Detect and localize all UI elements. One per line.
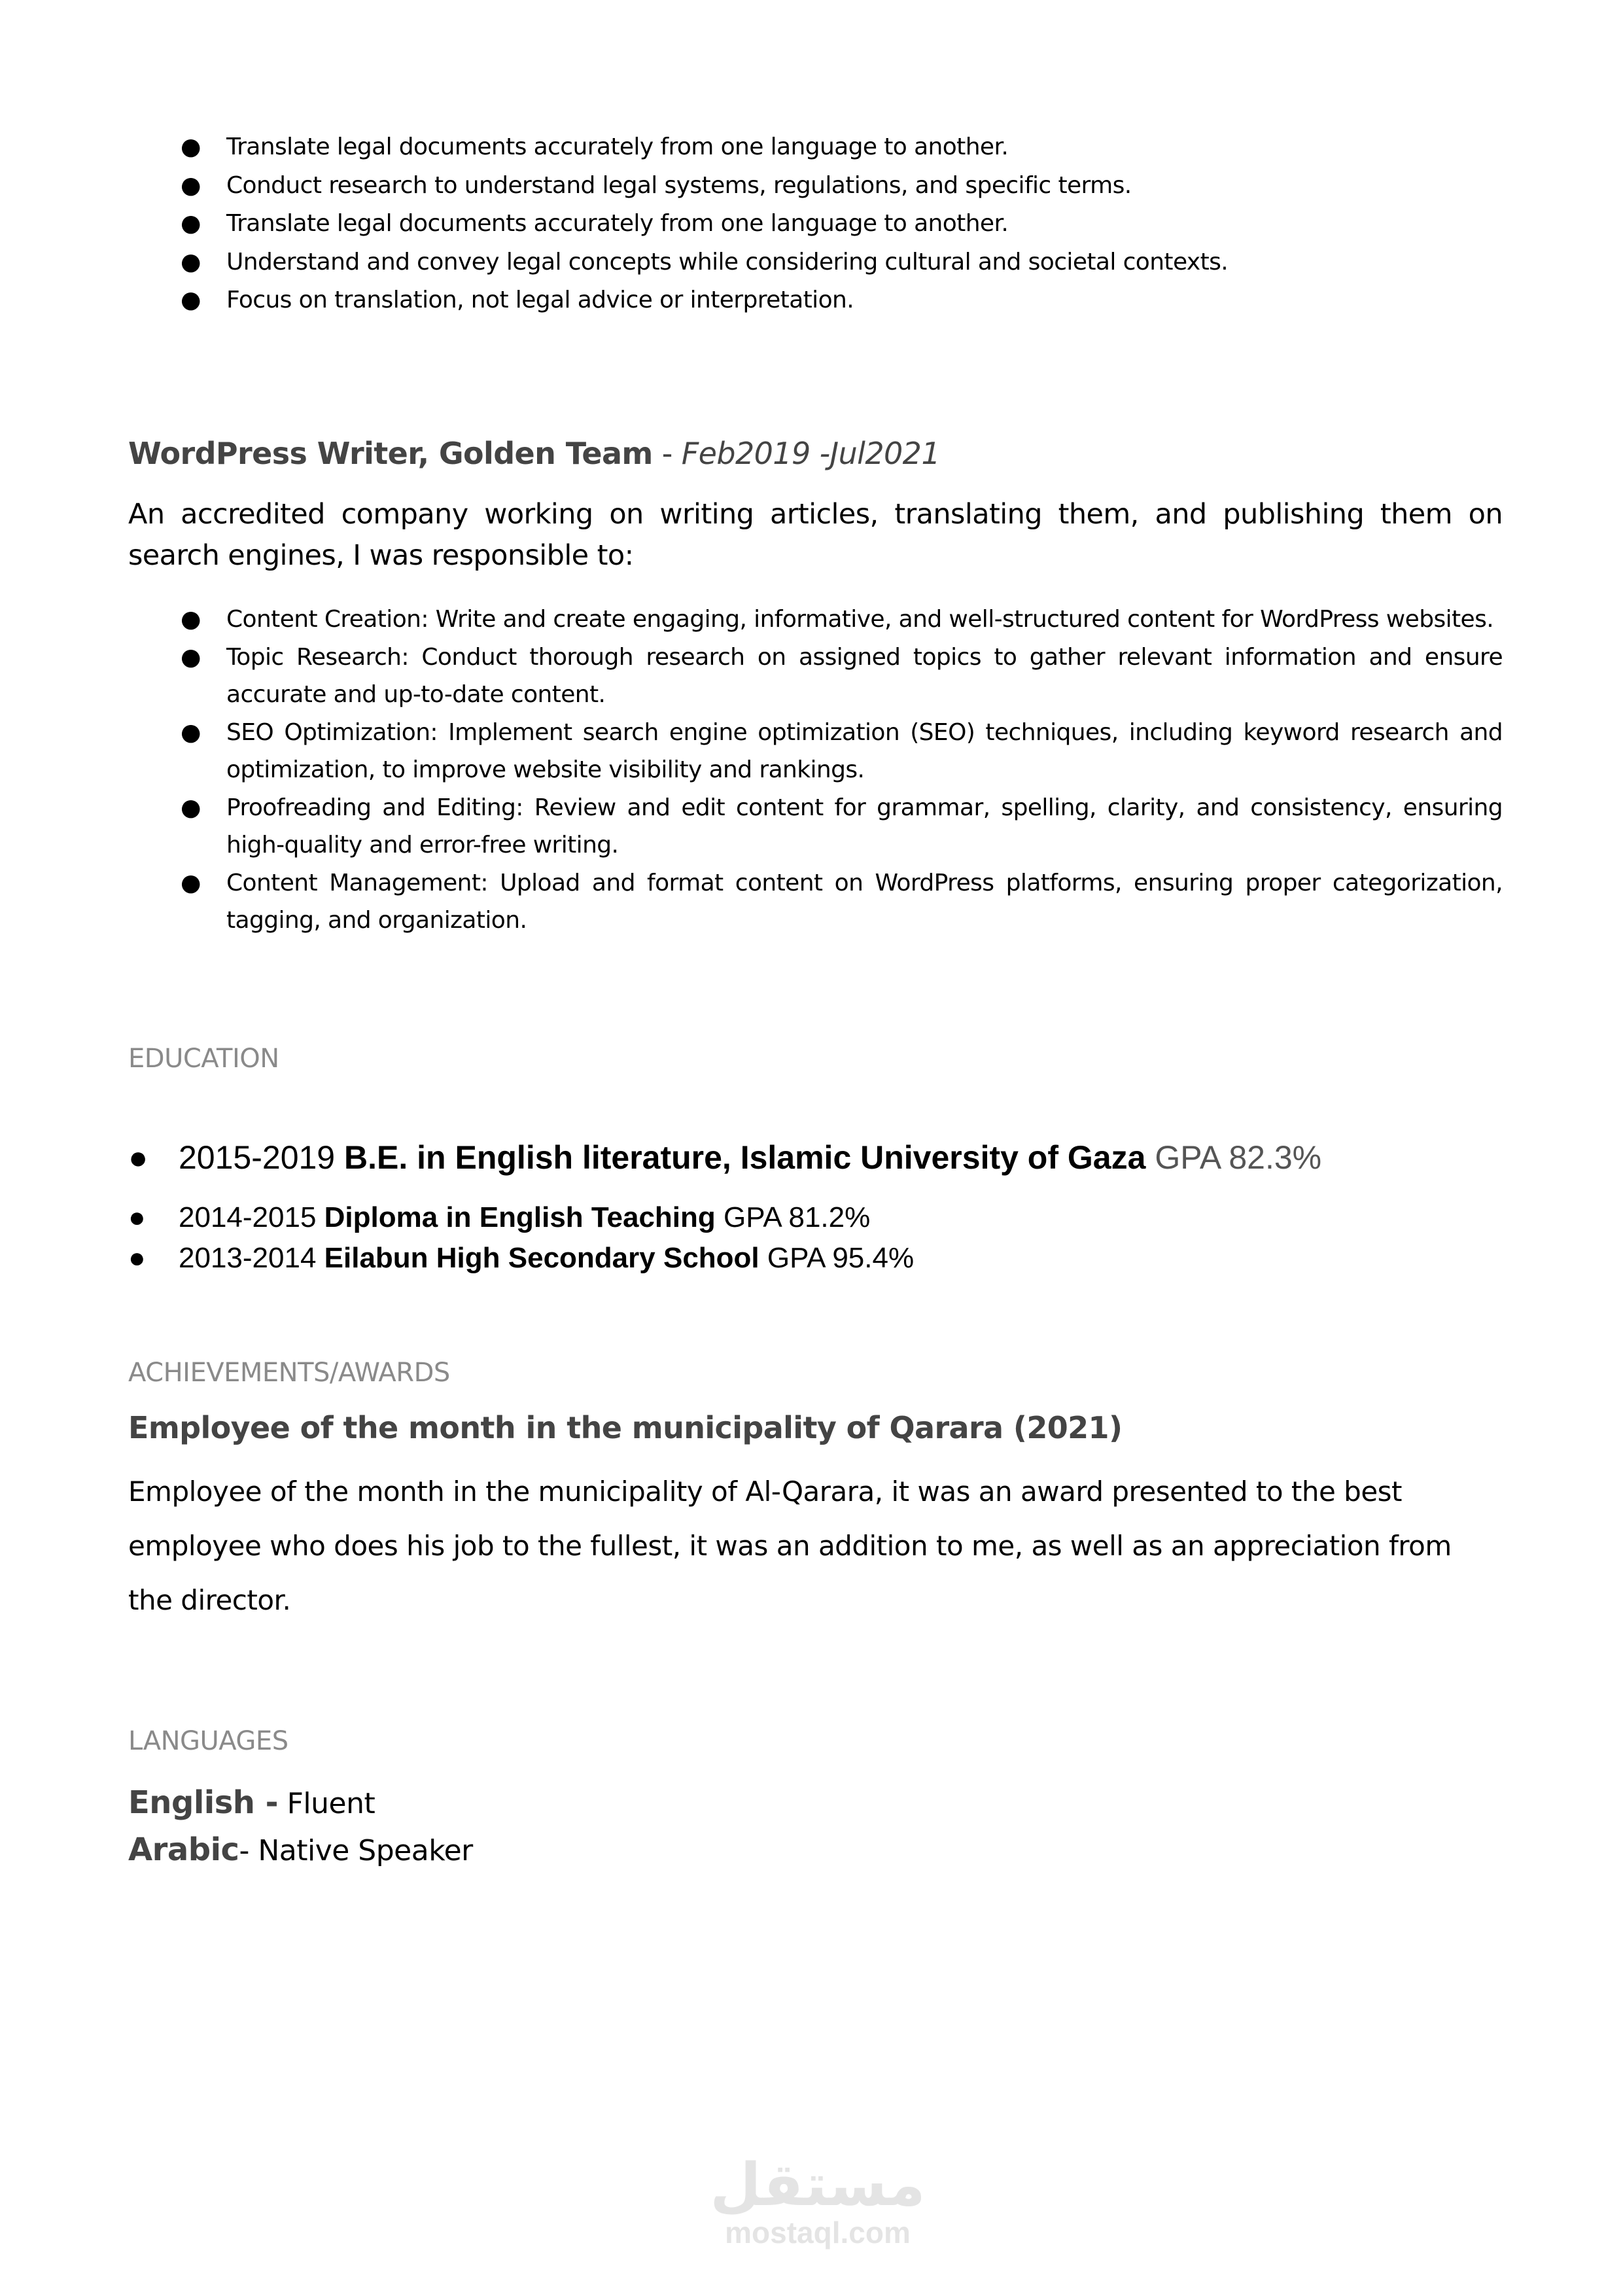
education-list bbox=[128, 1139, 1503, 1176]
education-item: ● 2014-2015 Diploma in English Teaching GPA 81.2% bbox=[128, 1197, 1503, 1238]
bullet-icon: ● bbox=[181, 133, 201, 160]
list-item: ● Content Creation: Write and create engaging, informative, and well-structured content for WordPress websites. bbox=[128, 601, 1503, 639]
job-dates: Feb2019 -Jul2021 bbox=[681, 436, 940, 471]
achievements-heading: ACHIEVEMENTS/AWARDS bbox=[128, 1358, 450, 1388]
bullet-icon: ● bbox=[181, 643, 201, 671]
list-item: ● Translate legal documents accurately from one language to another. bbox=[128, 205, 1503, 243]
bullet-icon: ● bbox=[181, 287, 201, 313]
languages-list bbox=[128, 1780, 1503, 1874]
job-title: WordPress Writer, Golden Team bbox=[128, 436, 653, 471]
education-heading: EDUCATION bbox=[128, 1044, 279, 1074]
education-list-more bbox=[128, 1197, 1503, 1279]
job-heading: WordPress Writer, Golden Team - Feb2019 -Jul2021 bbox=[128, 436, 940, 471]
bullet-icon: ● bbox=[181, 171, 201, 199]
languages-heading: LANGUAGES bbox=[128, 1726, 288, 1756]
bullet-icon: ● bbox=[181, 248, 201, 275]
bullet-icon: ● bbox=[181, 869, 201, 896]
list-item: ● Translate legal documents accurately from one language to another. bbox=[128, 128, 1503, 167]
education-item: ● 2013-2014 Eilabun High Secondary School GPA 95.4% bbox=[128, 1238, 1503, 1279]
list-item: ● Proofreading and Editing: Review and edit content for grammar, spelling, clarity, and consistency, ensuring high-quality and error-free writing. bbox=[128, 789, 1503, 864]
bullet-icon: ● bbox=[181, 210, 201, 237]
watermark-latin: mostaql.com bbox=[725, 2216, 911, 2250]
watermark-arabic: مستقل bbox=[710, 2151, 926, 2219]
list-item: ● Conduct research to understand legal systems, regulations, and specific terms. bbox=[128, 167, 1503, 205]
achievement-title: Employee of the month in the municipality of Qarara (2021) bbox=[128, 1410, 1123, 1445]
list-item: ● Understand and convey legal concepts while considering cultural and societal contexts. bbox=[128, 243, 1503, 282]
bullet-icon: ● bbox=[181, 794, 201, 821]
bullet-icon: ● bbox=[128, 1201, 146, 1233]
list-item: ● Topic Research: Conduct thorough research on assigned topics to gather relevant information and ensure accurate and up-to-date content. bbox=[128, 639, 1503, 714]
job-bullets bbox=[128, 601, 1503, 940]
list-item: ● SEO Optimization: Implement search engine optimization (SEO) techniques, including keyword research and optimization, to improve website visibility and rankings. bbox=[128, 714, 1503, 789]
list-item: ● Focus on translation, not legal advice or interpretation. bbox=[128, 281, 1503, 320]
bullet-icon: ● bbox=[128, 1139, 148, 1176]
bullet-icon: ● bbox=[128, 1242, 146, 1274]
language-item: English - Fluent bbox=[128, 1784, 375, 1821]
bullet-icon: ● bbox=[181, 606, 201, 633]
job-description: An accredited company working on writing articles, translating them, and publishing them on search engines, I was responsible to: bbox=[128, 498, 1503, 572]
legal-translation-bullets bbox=[128, 128, 1503, 320]
education-item: ● 2015-2019 B.E. in English literature, Islamic University of Gaza GPA 82.3% bbox=[128, 1139, 1322, 1176]
mostaql-watermark bbox=[707, 2151, 929, 2250]
language-item: Arabic- Native Speaker bbox=[128, 1831, 473, 1868]
list-item: ● Content Management: Upload and format content on WordPress platforms, ensuring proper categorization, tagging, and organization. bbox=[128, 864, 1503, 940]
achievement-text: Employee of the month in the municipality of Al-Qarara, it was an award presented to the best employee who does his job to the fullest, it was an addition to me, as well as an appreciation from the director. bbox=[128, 1475, 1452, 1616]
bullet-icon: ● bbox=[181, 718, 201, 746]
